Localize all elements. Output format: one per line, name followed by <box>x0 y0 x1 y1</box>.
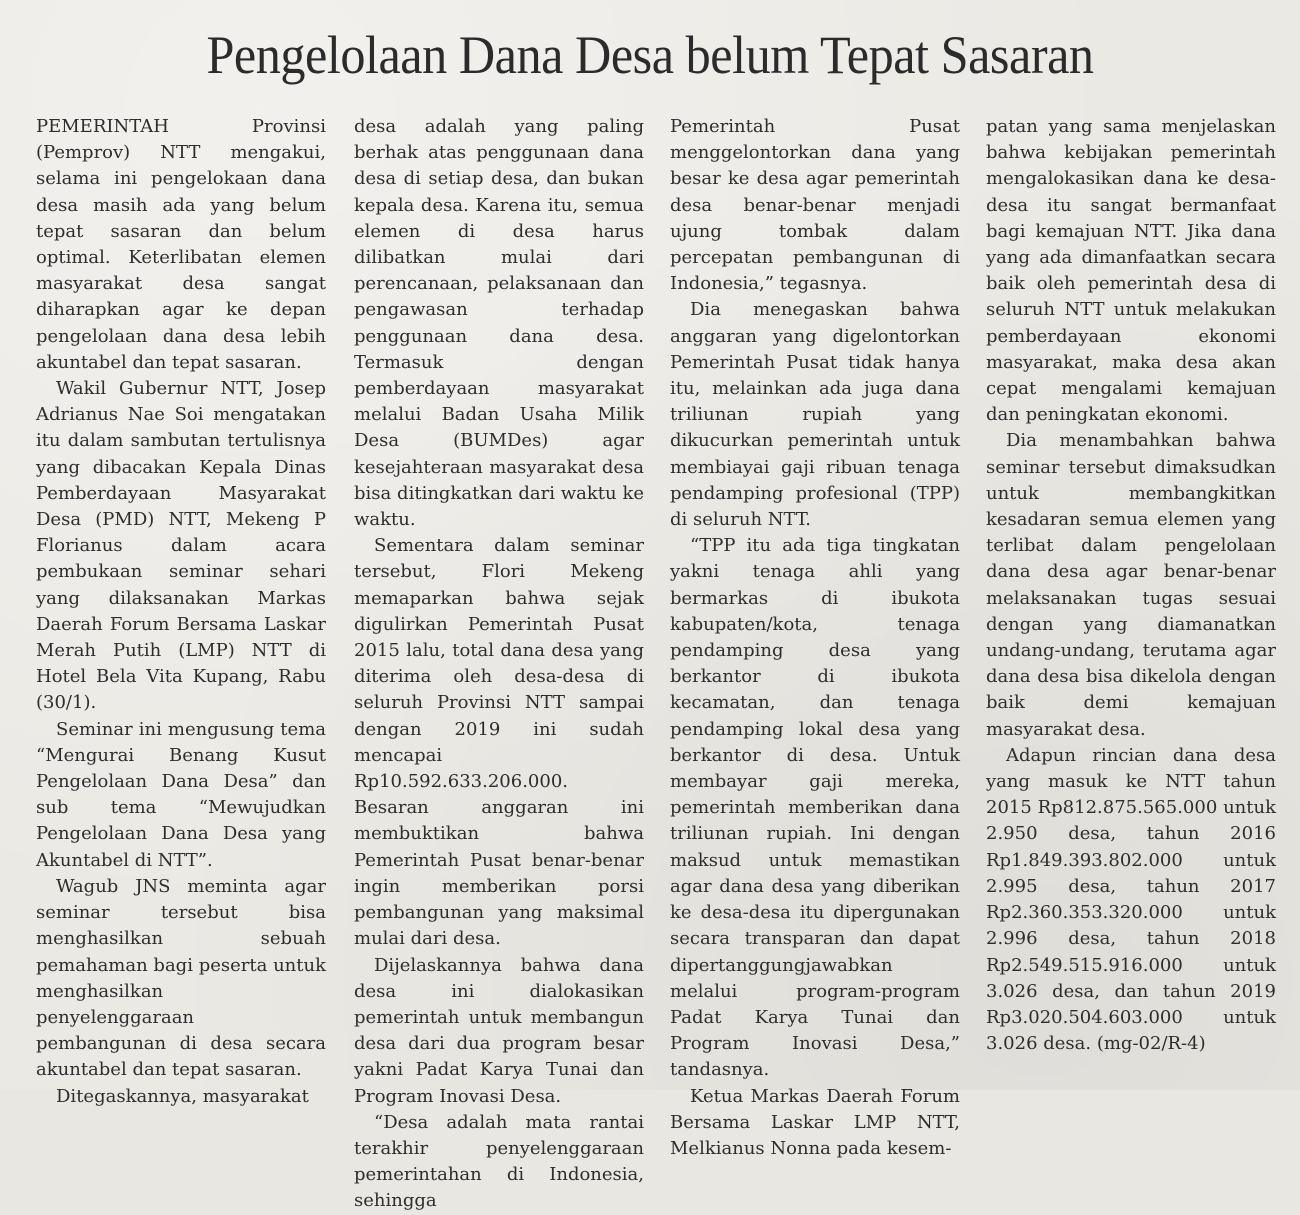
paragraph: Pemerintah Pusat menggelontorkan dana yang besar ke desa agar pemerintah desa benar-benar menjadi ujung tombak dalam percepatan pembangunan di Indonesia,” tegasnya. <box>670 116 960 295</box>
paragraph: Dia menegaskan bahwa anggaran yang digelontorkan Pemerintah Pusat tidak hanya itu, melainkan ada juga dana triliunan rupiah yang dikucurkan pemerintah untuk membiayai gaji ribuan tenaga pendamping profesional (TPP) di seluruh NTT. <box>670 299 960 531</box>
paragraph: desa adalah yang paling berhak atas penggunaan dana desa di setiap desa, dan bukan kepala desa. Karena itu, semua elemen di desa harus dilibatkan mulai dari perencanaan, pelaksanaan dan pengawasan terhadap penggunaan dana desa. Termasuk dengan pemberdayaan masyarakat melalui Badan Usaha Milik Desa (BUMDes) agar kesejahteraan masyarakat desa bisa ditingkatkan dari waktu ke waktu. <box>354 116 644 531</box>
paragraph: Dia menambahkan bahwa seminar tersebut dimaksudkan untuk membangkitkan kesadaran semua elemen yang terlibat dalam pengelolaan dana desa agar benar-benar melaksanakan tugas sesuai dengan yang diamanatkan undang-undang, terutama agar dana desa bisa dikelola dengan baik demi kemajuan masyarakat desa. <box>986 430 1276 740</box>
article-body <box>36 114 1280 1212</box>
paragraph: Ketua Markas Daerah Forum Bersama Laskar LMP NTT, Melkianus Nonna pada kesem- <box>670 1085 960 1159</box>
paragraph: “Desa adalah mata rantai terakhir penyelenggaraan pemerintahan di Indonesia, sehingga <box>354 1111 644 1212</box>
column-1 <box>36 114 326 1110</box>
paragraph: Sementara dalam seminar tersebut, Flori Mekeng memaparkan bahwa sejak digulirkan Pemerintah Pusat 2015 lalu, total dana desa yang diterima oleh desa-desa di seluruh Provinsi NTT sampai dengan 2019 ini sudah mencapai Rp10.592.633.206.000. Besaran anggaran ini membuktikan bahwa Pemerintah Pusat benar-benar ingin memberikan porsi pembangunan yang maksimal mulai dari desa. <box>354 535 644 950</box>
paragraph: Wakil Gubernur NTT, Josep Adrianus Nae Soi mengatakan itu dalam sambutan tertulisnya yang dibacakan Kepala Dinas Pemberdayaan Masyarakat Desa (PMD) NTT, Mekeng P Florianus dalam acara pembukaan seminar sehari yang dilaksanakan Markas Daerah Forum Bersama Laskar Merah Putih (LMP) NTT di Hotel Bela Vita Kupang, Rabu (30/1). <box>36 378 326 714</box>
column-3 <box>670 114 960 1162</box>
paragraph: Wagub JNS meminta agar seminar tersebut bisa menghasilkan sebuah pemahaman bagi peserta untuk menghasilkan penyelenggaraan pembangunan di desa secara akuntabel dan tepat sasaran. <box>36 875 326 1081</box>
paragraph: Seminar ini mengusung tema “Mengurai Benang Kusut Pengelolaan Dana Desa” dan sub tema “Mewujudkan Pengelolaan Dana Desa yang Akuntabel di NTT”. <box>36 718 326 871</box>
headline: Pengelolaan Dana Desa belum Tepat Sasaran <box>206 25 1094 85</box>
paragraph: patan yang sama menjelaskan bahwa kebijakan pemerintah mengalokasikan dana ke desa-desa itu sangat bermanfaat bagi kemajuan NTT. Jika dana yang ada dimanfaatkan secara baik oleh pemerintah desa di seluruh NTT untuk melakukan pemberdayaan ekonomi masyarakat, maka desa akan cepat mengalami kemajuan dan peningkatan ekonomi. <box>986 116 1276 426</box>
paragraph: Adapun rincian dana desa yang masuk ke NTT tahun 2015 Rp812.875.565.000 untuk 2.950 desa, tahun 2016 Rp1.849.393.802.000 untuk 2.995 desa, tahun 2017 Rp2.360.353.320.000 untuk 2.996 desa, tahun 2018 Rp2.549.515.916.000 untuk 3.026 desa, dan tahun 2019 Rp3.020.504.603.000 untuk 3.026 desa. (mg-02/R-4) <box>986 744 1276 1055</box>
column-4 <box>986 114 1276 1057</box>
paragraph: Ditegaskannya, masyarakat <box>56 1085 309 1107</box>
paragraph: PEMERINTAH Provinsi (Pemprov) NTT mengakui, selama ini pengelokaan dana desa masih ada yang belum tepat sasaran dan belum optimal. Keterlibatan elemen masyarakat desa sangat diharapkan agar ke depan pengelolaan dana desa lebih akuntabel dan tepat sasaran. <box>36 116 326 373</box>
paragraph: “TPP itu ada tiga tingkatan yakni tenaga ahli yang bermarkas di ibukota kabupaten/kota, tenaga pendamping desa yang berkantor di ibukota kecamatan, dan tenaga pendamping lokal desa yang berkantor di desa. Untuk membayar gaji mereka, pemerintah memberikan dana triliunan rupiah. Ini dengan maksud untuk memastikan agar dana desa yang diberikan ke desa-desa itu dipergunakan secara transparan dan dapat dipertanggungjawabkan melalui program-program Padat Karya Tunai dan Program Inovasi Desa,” tandasnya. <box>670 535 960 1081</box>
paragraph: Dijelaskannya bahwa dana desa ini dialokasikan pemerintah untuk membangun desa dari dua program besar yakni Padat Karya Tunai dan Program Inovasi Desa. <box>354 954 644 1107</box>
column-2 <box>354 114 644 1215</box>
